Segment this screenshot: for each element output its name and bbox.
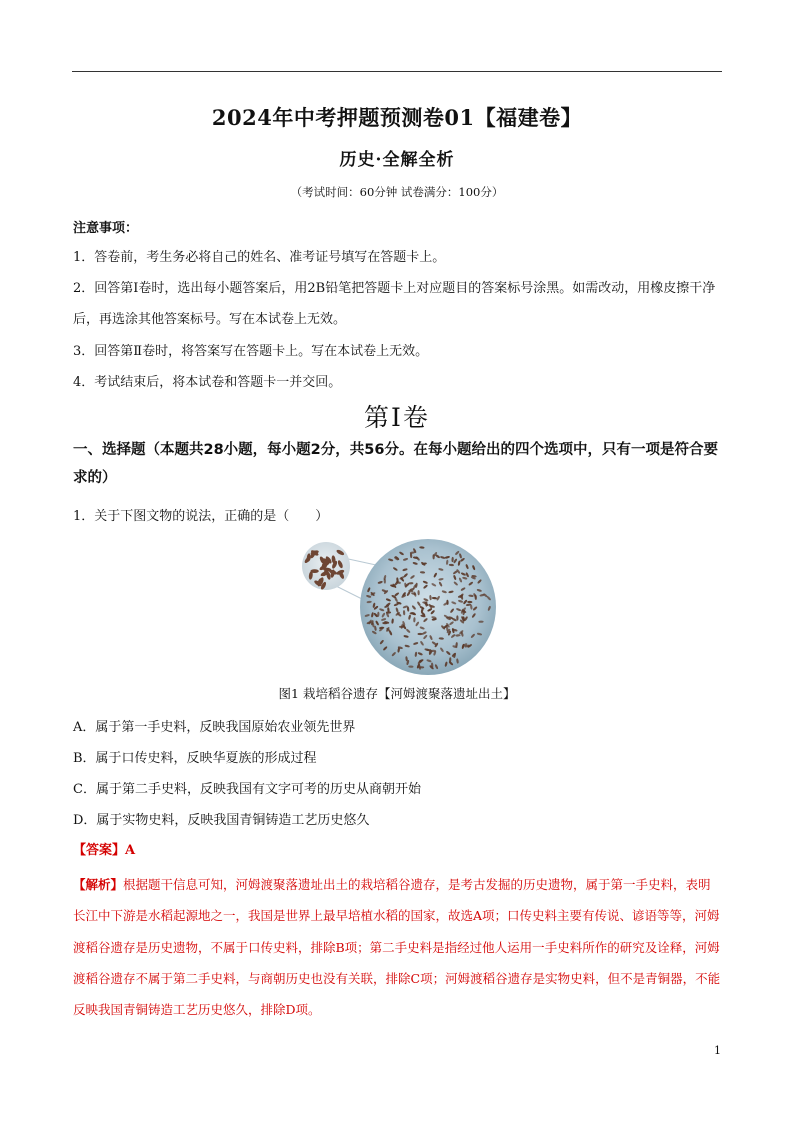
question-stem: 1．关于下图文物的说法，正确的是（ ） [73, 509, 329, 524]
notice-item: 2．回答第Ⅰ卷时，选出每小题答案后，用2B铅笔把答题卡上对应题目的答案标号涂黑。如需改动，用橡皮擦干净后，再选涂其他答案标号。写在本试卷上无效。 [73, 281, 716, 327]
rice-grain-photo-icon [296, 533, 506, 679]
notice-item: 1．答卷前，考生务必将自己的姓名、准考证号填写在答题卡上。 [73, 250, 446, 265]
answer: 【答案】A [73, 843, 136, 858]
analysis [73, 869, 723, 1025]
exam-info: （考试时间：60分钟 试卷满分：100分） [290, 185, 504, 199]
rice-grain-figure [296, 533, 506, 679]
header-rule [72, 71, 722, 72]
section-title: 第Ⅰ卷 [364, 403, 430, 432]
option-d: D．属于实物史料，反映我国青铜铸造工艺历史悠久 [73, 813, 370, 828]
analysis-text: 根据题干信息可知，河姆渡聚落遗址出土的栽培稻谷遗存，是考古发掘的历史遗物，属于第一手史料，表明长江中下游是水稻起源地之一，我国是世界上最早培植水稻的国家，故选A项；口传史料主要有传说、谚语等等，河姆渡稻谷遗存是历史遗物，不属于口传史料，排除B项；第二手史料是指经过他人运用一手史料所作的研究及诠释，河姆渡稻谷遗存不属于第二手史料，与商朝历史也没有关联，排除C项；河姆渡稻谷遗存是实物史料，但不是青铜器，不能反映我国青铜铸造工艺历史悠久，排除D项。 [73, 877, 721, 1018]
notice-item: 4．考试结束后，将本试卷和答题卡一并交回。 [73, 375, 342, 390]
figure-caption: 图1 栽培稻谷遗存【河姆渡聚落遗址出土】 [278, 686, 516, 701]
page-title: 2024年中考押题预测卷01【福建卷】 [211, 105, 583, 130]
page-number: 1 [714, 1044, 721, 1057]
part-heading: 一、选择题（本题共28小题，每小题2分，共56分。在每小题给出的四个选项中，只有一项是符合要求的） [73, 442, 718, 486]
analysis-tag: 【解析】 [73, 877, 124, 892]
option-a: A．属于第一手史料，反映我国原始农业领先世界 [73, 720, 356, 735]
option-c: C．属于第二手史料，反映我国有文字可考的历史从商朝开始 [73, 782, 421, 797]
page-subtitle: 历史·全解全析 [339, 150, 455, 170]
notice-title: 注意事项： [73, 221, 139, 236]
notice-item: 3．回答第Ⅱ卷时，将答案写在答题卡上。写在本试卷上无效。 [73, 344, 429, 359]
option-b: B．属于口传史料，反映华夏族的形成过程 [73, 751, 317, 766]
